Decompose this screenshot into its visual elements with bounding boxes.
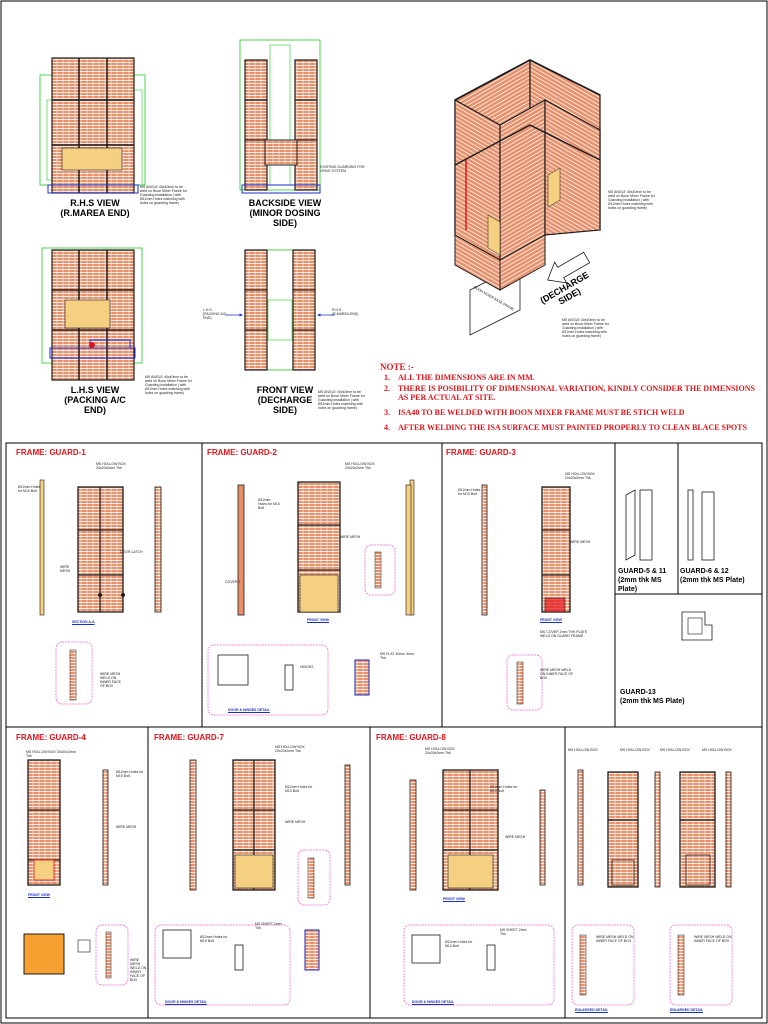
g8-ms-sheet: MS SHEET 2mm Thk (500, 928, 527, 936)
g3-holes: Ø12mm Holes for M10 Bolt (458, 488, 481, 496)
g7-door-holes: Ø12mm Holes for M10 Bolt (200, 935, 228, 943)
note-1-text: ALL THE DIMENSIONS ARE IN MM. (398, 373, 535, 382)
rhs-view-drawing (40, 58, 145, 193)
g9-hollow-box: MS HOLLOW BOX (568, 748, 598, 752)
guard-2-drawing (208, 480, 414, 715)
g2-wire-mesh: WIRE MESH (340, 535, 361, 539)
g8-door-holes: Ø12mm Holes for M10 Bolt (445, 940, 473, 948)
guard-4-drawing (24, 760, 128, 985)
g1-section-label: SECTION A-A (72, 620, 95, 624)
g4-hollow-box: MS HOLLOW BOX 20x20x2mm Thk (26, 750, 76, 758)
g7-holes: Ø12mm Holes for M10 Bolt (285, 785, 313, 793)
g4-weld-note: WIRE MESH WELD ON INNER FACE OF BOX (130, 958, 147, 982)
notes-title: NOTE :- (380, 362, 414, 372)
g1-wire-mesh: WIRE MESH (60, 565, 71, 573)
angle-note-rhs: MS ANGLE 40x40mm to be weld on Boon Mixer Frame for Guarding installation | with Ø12mm Holes matching with holes on guarding frame) (140, 185, 187, 205)
angle-note-iso-right: MS ANGLE 40x40mm to be weld on Boon Mixer Frame for Guarding installation | with Ø12mm Holes matching with holes on guarding frame) (608, 190, 655, 210)
g7-door-detail-label: DOOR & HINGES DETAIL (165, 1000, 207, 1004)
g1-weld-note: WIRE MESH WELD ON INNER FACE OF BOX (100, 672, 122, 688)
guard-plates-drawing (626, 490, 714, 640)
g10-weld-note: WIRE MESH WELD ON INNER FACE OF BOX (694, 935, 732, 943)
g10-enlarged-label: ENLARGED DETAIL (670, 1008, 703, 1012)
note-2-num: 2. (384, 384, 390, 393)
guard-1-drawing (40, 480, 161, 704)
frame-guard-3-title: FRAME: GUARD-3 (446, 448, 516, 457)
frame-guard-2-title: FRAME: GUARD-2 (207, 448, 277, 457)
g2-cover: COVER-1 (225, 580, 241, 584)
g10-hollow-box: MS HOLLOW BOX (660, 748, 690, 752)
guard-8-drawing (404, 770, 554, 1005)
g8-hollow-box: MS HOLLOW BOX 20x20x2mm Thk (425, 747, 455, 755)
frame-guard-8-title: FRAME: GUARD-8 (376, 733, 446, 742)
g9b-hollow-box: MS HOLLOW BOX (620, 748, 650, 752)
lhs-view-label: L.H.S VIEW (PACKING A/C END) (64, 385, 126, 415)
guard-6-12-label: GUARD-6 & 12 (2mm thk MS Plate) (680, 568, 745, 584)
g8-door-detail-label: DOOR & HINGES DETAIL (412, 1000, 454, 1004)
angle-note-iso-bottom: MS ANGLE 40x40mm to be weld on Boon Mixer Frame for Guarding installation | with Ø12mm Holes matching with holes on guarding frame) (562, 318, 609, 338)
lhs-view-drawing (42, 248, 142, 380)
g4-holes: Ø12mm Holes for M10 Bolt (116, 770, 144, 778)
rhs-arrow-label: R.H.S (R.MAREA END) (332, 308, 359, 316)
angle-note-lhs: MS ANGLE 40x40mm to be weld on Boon Mixer Frame for Guarding installation | with Ø12mm Holes matching with holes on guarding frame) (145, 375, 192, 395)
g1-hollow-box: MS HOLLOW BOX 20x20x2mm Thk (96, 462, 126, 470)
existing-guarding-note: EXISTING GUARDING FOR DRIVE SYSTEM (320, 165, 365, 173)
g2-holes: Ø12mm Holes for M10 Bolt (258, 498, 280, 510)
backside-view-drawing (240, 40, 320, 193)
note-3-num: 3. (384, 408, 390, 417)
g3-ms-cover: MS COVER 2mm THK PLATE WELD ON GUARD FRAME (540, 630, 588, 638)
g10b-hollow-box: MS HOLLOW BOX (702, 748, 732, 752)
g3-section-label: FRONT VIEW (540, 618, 562, 622)
front-view-label: FRONT VIEW (DECHARGE SIDE) (256, 385, 314, 415)
decharge-side-label: (DECHARGE SIDE) (538, 269, 591, 307)
guard-9-10-drawing (572, 770, 732, 1005)
rhs-view-label: R.H.S VIEW (R.MAREA END) (60, 198, 130, 218)
g1-door-latch: DOOR LATCH (120, 550, 143, 554)
guard-13-label: GUARD-13 (2mm thk MS Plate) (620, 689, 685, 705)
note-3-text: ISA40 TO BE WELDED WITH BOON MIXER FRAME MUST BE STICH WELD (398, 408, 685, 417)
g3-weld-note: WIRE MESH WELD ON INNER FACE OF BOX (540, 668, 574, 680)
note-2-text: THERE IS POSIBILITY OF DIMENSIONAL VARIATION, KINDLY CONSIDER THE DIMENSIONS AS PER ACTUAL AT SITE. (398, 384, 755, 402)
frame-guard-1-title: FRAME: GUARD-1 (16, 448, 86, 457)
lhs-arrow-label: L.H.S (PACKING A/C END) (203, 308, 227, 320)
angle-note-front: MS ANGLE 40x40mm to be weld on Boon Mixer Frame for Guarding installation | with Ø12mm Holes matching with holes on guarding frame) (318, 390, 365, 410)
g2-section-label: FRONT VIEW (307, 618, 329, 622)
g8-wire-mesh: WIRE MESH (505, 835, 526, 839)
g8-holes: Ø12mm Holes for M10 Bolt (490, 785, 518, 793)
g7-ms-sheet: MS SHEET 2mm Thk (255, 922, 282, 930)
g2-hinges: HINGES (300, 665, 314, 669)
frame-guard-4-title: FRAME: GUARD-4 (16, 733, 86, 742)
note-1-num: 1. (384, 373, 390, 382)
g9-enlarged-label: ENLARGED DETAIL (575, 1008, 608, 1012)
g7-hollow-box: MS HOLLOW BOX 20x20x2mm Thk (275, 745, 305, 753)
note-4-text: AFTER WELDING THE ISA SURFACE MUST PAINTED PROPERLY TO CLEAN BLACE SPOTS (398, 423, 747, 432)
backside-view-label: BACKSIDE VIEW (MINOR DOSING SIDE) (248, 198, 322, 228)
front-view-drawing (225, 250, 335, 370)
guard-5-11-label: GUARD-5 & 11 (2mm thk MS Plate) (618, 568, 667, 593)
note-4-num: 4. (384, 423, 390, 432)
g3-wire-mesh: WIRE MESH (570, 540, 591, 544)
g2-ms-flat: MS FLAT 40mm 3mm Thk (380, 652, 414, 660)
g1-holes: Ø12mm Holes for M10 Bolt (18, 485, 41, 493)
g9-weld-note: WIRE MESH WELD ON INNER FACE OF BOX (596, 935, 634, 943)
g2-hollow-box: MS HOLLOW BOX 20x20x2mm Thk (345, 462, 375, 470)
g2-door-detail-label: DOOR & HINGES DETAIL (228, 708, 270, 712)
base-frame-label: BOON MIXER BASE FRAME (473, 285, 515, 312)
g4-wire-mesh: WIRE MESH (116, 825, 137, 829)
guard-7-drawing (155, 760, 350, 1005)
g7-wire-mesh: WIRE MESH (285, 820, 306, 824)
g3-hollow-box: MS HOLLOW BOX 20x20x2mm Thk (565, 472, 595, 480)
g4-section-label: FRONT VIEW (28, 893, 50, 897)
frame-guard-7-title: FRAME: GUARD-7 (154, 733, 224, 742)
g8-section-label: FRONT VIEW (443, 897, 465, 901)
